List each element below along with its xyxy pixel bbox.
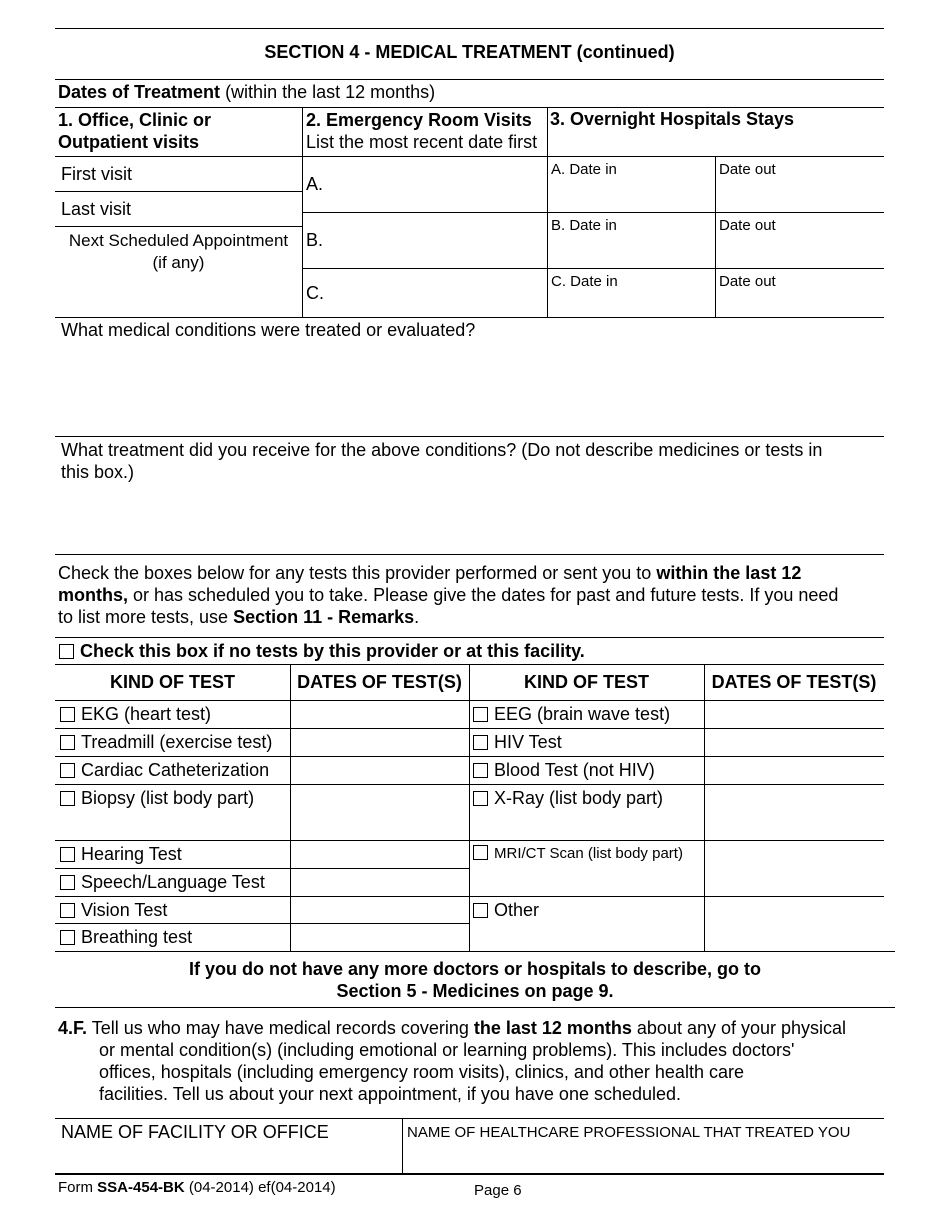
test-checkbox[interactable] — [60, 847, 75, 862]
rule — [469, 896, 884, 897]
test-item-cardiac-cath — [60, 759, 269, 781]
test-label: Blood Test (not HIV) — [494, 760, 655, 780]
col2-header — [306, 109, 537, 153]
test-checkbox[interactable] — [473, 707, 488, 722]
conditions-answer-area[interactable] — [55, 345, 884, 435]
test-item-hearing — [60, 843, 182, 865]
text: . — [414, 607, 420, 627]
treatment-question-line2: this box.) — [61, 462, 135, 482]
no-tests-checkbox[interactable] — [59, 644, 74, 659]
section-title: SECTION 4 - MEDICAL TREATMENT (continued) — [264, 42, 675, 62]
test-checkbox[interactable] — [60, 903, 75, 918]
rule — [55, 840, 469, 841]
rule — [55, 226, 302, 227]
dates-header-right: DATES OF TEST(S) — [711, 672, 877, 692]
text: (04-2014) ef(04-2014) — [184, 1179, 336, 1196]
rule — [55, 156, 884, 157]
next-appointment-label — [55, 230, 302, 274]
test-label: Speech/Language Test — [81, 872, 265, 892]
rule — [469, 784, 884, 785]
hospital-a-date-in[interactable]: A. Date in — [551, 161, 617, 178]
test-item-xray — [473, 787, 663, 809]
question-4f — [58, 1017, 888, 1105]
treatment-question-line1: What treatment did you receive for the above conditions? (Do not describe medicines or tests in — [61, 440, 823, 460]
tests-intro-line3 — [58, 606, 884, 628]
tests-intro-line2 — [58, 584, 884, 606]
test-item-eeg — [473, 703, 670, 725]
text: about any of your physical — [631, 1018, 847, 1038]
text-bold: within the last 12 — [656, 563, 802, 583]
er-row-a[interactable]: A. — [306, 174, 324, 194]
q4f-line2: or mental condition(s) (including emotional or learning problems). This includes doctors' — [99, 1040, 795, 1060]
rule — [55, 951, 895, 952]
treatment-question — [61, 439, 876, 483]
col-divider — [469, 664, 470, 951]
test-checkbox[interactable] — [473, 763, 488, 778]
conditions-question: What medical conditions were treated or evaluated? — [61, 320, 476, 340]
test-item-other — [473, 899, 539, 921]
tests-intro — [58, 562, 884, 628]
text-bold: SSA-454-BK — [97, 1179, 185, 1196]
hospital-c-date-out[interactable]: Date out — [719, 273, 776, 290]
test-label: Other — [494, 900, 540, 920]
test-label: Treadmill (exercise test) — [81, 732, 273, 752]
tests-intro-line1 — [58, 562, 884, 584]
dates-label-bold: Dates of Treatment — [58, 82, 221, 102]
test-checkbox[interactable] — [473, 791, 488, 806]
test-item-blood — [473, 759, 655, 781]
rule — [302, 212, 884, 213]
test-label: MRI/CT Scan (list body part) — [494, 845, 683, 862]
q4f-line4: facilities. Tell us about your next appointment, if you have one scheduled. — [99, 1084, 682, 1104]
test-item-ekg — [60, 703, 211, 725]
rule — [55, 756, 469, 757]
rule — [55, 1007, 895, 1008]
last-visit-label: Last visit — [61, 199, 132, 219]
col2-header-line2: List the most recent date first — [306, 132, 538, 152]
text: to list more tests, use — [58, 607, 234, 627]
rule — [55, 923, 469, 924]
test-item-mri — [473, 843, 683, 865]
text: or has scheduled you to take. Please give the dates for past and future tests. If you need — [128, 585, 839, 605]
q4f-line1 — [58, 1017, 888, 1039]
rule — [55, 728, 469, 729]
first-visit-label: First visit — [61, 164, 132, 184]
test-label: X-Ray (list body part) — [494, 788, 664, 808]
test-checkbox[interactable] — [60, 707, 75, 722]
test-checkbox[interactable] — [473, 735, 488, 750]
test-label: Breathing test — [81, 927, 193, 947]
test-label: Vision Test — [81, 900, 168, 920]
col1-header-line1: 1. Office, Clinic or — [58, 110, 212, 130]
test-item-biopsy — [60, 787, 254, 809]
test-label: Hearing Test — [81, 844, 182, 864]
er-row-b[interactable]: B. — [306, 230, 324, 250]
form-id — [58, 1177, 336, 1199]
col-divider — [290, 664, 291, 951]
test-label: Biopsy (list body part) — [81, 788, 255, 808]
dates-of-treatment-label — [58, 81, 435, 103]
er-row-c[interactable]: C. — [306, 283, 324, 303]
top-rule — [55, 28, 884, 29]
col-divider — [715, 156, 716, 317]
test-item-vision — [60, 899, 167, 921]
rule — [55, 896, 469, 897]
kind-of-test-header-right: KIND OF TEST — [524, 672, 649, 692]
col3-header: 3. Overnight Hospitals Stays — [550, 109, 795, 129]
rule — [302, 268, 884, 269]
test-checkbox[interactable] — [60, 875, 75, 890]
hospital-b-date-out[interactable]: Date out — [719, 217, 776, 234]
test-label: HIV Test — [494, 732, 562, 752]
rule — [55, 868, 469, 869]
rule — [55, 700, 884, 701]
page-number: Page 6 — [474, 1182, 522, 1199]
test-checkbox[interactable] — [473, 845, 488, 860]
go-to-line2: Section 5 - Medicines on page 9. — [336, 981, 614, 1001]
test-label: EEG (brain wave test) — [494, 704, 671, 724]
col2-header-line1: 2. Emergency Room Visits — [306, 110, 532, 130]
no-tests-row — [59, 640, 585, 662]
rule — [55, 784, 469, 785]
kind-of-test-header-left: KIND OF TEST — [110, 672, 235, 692]
rule — [55, 79, 884, 80]
rule — [55, 637, 884, 638]
go-to-instruction — [55, 958, 895, 1002]
rule — [469, 840, 884, 841]
col-divider — [402, 1118, 403, 1173]
col1-header-line2: Outpatient visits — [58, 132, 200, 152]
hospital-b-date-in[interactable]: B. Date in — [551, 217, 617, 234]
col1-header — [58, 109, 211, 153]
next-appt-line2: (if any) — [152, 253, 205, 272]
test-item-speech — [60, 871, 265, 893]
professional-name-label[interactable]: NAME OF HEALTHCARE PROFESSIONAL THAT TREATED YOU — [407, 1124, 851, 1141]
text: Form — [58, 1179, 98, 1196]
rule — [55, 1173, 884, 1175]
rule — [55, 1118, 884, 1119]
test-checkbox[interactable] — [473, 903, 488, 918]
col-divider — [704, 664, 705, 951]
text-bold: months, — [58, 585, 128, 605]
rule — [55, 317, 884, 318]
hospital-a-date-out[interactable]: Date out — [719, 161, 776, 178]
test-label: EKG (heart test) — [81, 704, 212, 724]
rule — [55, 436, 884, 437]
test-checkbox[interactable] — [60, 791, 75, 806]
facility-name-label[interactable]: NAME OF FACILITY OR OFFICE — [61, 1122, 329, 1142]
hospital-c-date-in[interactable]: C. Date in — [551, 273, 618, 290]
test-item-breathing — [60, 926, 192, 948]
no-tests-label: Check this box if no tests by this provider or at this facility. — [80, 641, 585, 661]
text: Check the boxes below for any tests this provider performed or sent you to — [58, 563, 657, 583]
text-bold: the last 12 months — [473, 1018, 632, 1038]
test-checkbox[interactable] — [60, 930, 75, 945]
go-to-line1: If you do not have any more doctors or hospitals to describe, go to — [188, 959, 762, 979]
rule — [469, 756, 884, 757]
dates-label-rest: (within the last 12 months) — [225, 82, 436, 102]
test-checkbox[interactable] — [60, 763, 75, 778]
text: Tell us who may have medical records covering — [87, 1018, 474, 1038]
test-item-treadmill — [60, 731, 272, 753]
rule — [469, 728, 884, 729]
q4f-line3: offices, hospitals (including emergency room visits), clinics, and other health care — [99, 1062, 744, 1082]
next-appt-line1: Next Scheduled Appointment — [68, 231, 289, 250]
rule — [55, 554, 884, 555]
rule — [55, 191, 302, 192]
text-bold: Section 11 - Remarks — [233, 607, 415, 627]
test-checkbox[interactable] — [60, 735, 75, 750]
dates-header-left: DATES OF TEST(S) — [297, 672, 462, 692]
test-item-hiv — [473, 731, 562, 753]
treatment-answer-area[interactable] — [55, 488, 884, 552]
test-label: Cardiac Catheterization — [81, 760, 270, 780]
q4f-number: 4.F. — [58, 1018, 88, 1038]
